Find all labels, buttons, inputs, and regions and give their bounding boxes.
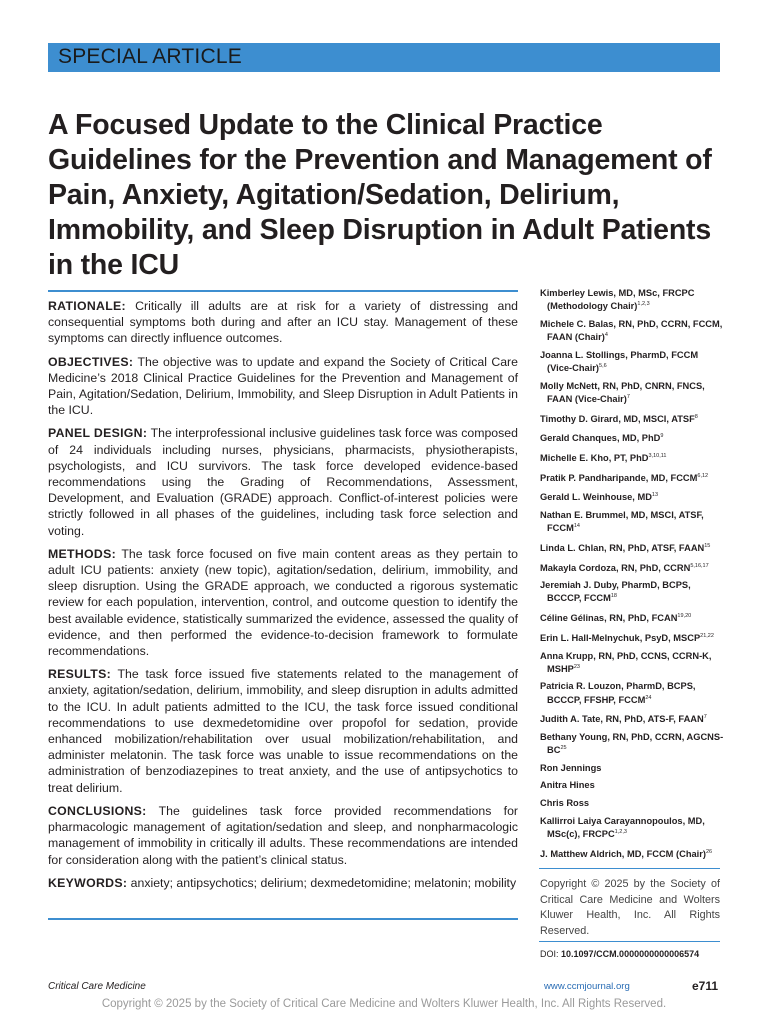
- author-name: Timothy D. Girard, MD, MSCI, ATSF: [540, 413, 695, 424]
- page-number: e711: [692, 979, 719, 993]
- author-name: Judith A. Tate, RN, PhD, ATS-F, FAAN: [540, 714, 704, 725]
- author-affiliation: 7: [626, 393, 630, 400]
- section-label: PANEL DESIGN:: [48, 426, 148, 441]
- section-label: METHODS:: [48, 546, 116, 561]
- abstract-rationale: [48, 298, 518, 347]
- abstract-results: [48, 666, 518, 796]
- sidebar-copyright: Copyright © 2025 by the Society of Critical Care Medicine and Wolters Kluwer Health, Inc. All Rights Reserved.: [540, 878, 720, 937]
- author-affiliation: 24: [645, 694, 652, 701]
- author-affiliation: 8: [694, 413, 698, 420]
- section-label: KEYWORDS:: [48, 875, 128, 890]
- author-entry: [540, 350, 725, 375]
- author-affiliation: 1,2,3: [614, 828, 627, 835]
- author-name: Gerald L. Weinhouse, MD: [540, 492, 652, 503]
- author-name: Jeremiah J. Duby, PharmD, BCPS, BCCCP, FCCM: [540, 580, 691, 604]
- divider-bottom: [48, 918, 518, 920]
- abstract: [48, 298, 518, 898]
- abstract-panel-design: [48, 425, 518, 538]
- author-name: Ron Jennings: [540, 762, 602, 773]
- author-entry: [540, 732, 725, 757]
- author-affiliation: 18: [610, 593, 617, 600]
- abstract-objectives: [48, 354, 518, 419]
- section-label: CONCLUSIONS:: [48, 803, 147, 818]
- author-affiliation: 23: [573, 663, 580, 670]
- author-name: Michele C. Balas, RN, PhD, CCRN, FCCM, FAAN (Chair): [540, 318, 723, 343]
- author-entry: [540, 490, 725, 503]
- author-entry: [540, 611, 725, 624]
- doi-value[interactable]: 10.1097/CCM.0000000000006574: [561, 949, 700, 959]
- section-banner: [48, 43, 720, 72]
- section-text: The interprofessional inclusive guidelines task force was composed of 24 individuals including nurses, physicians, pharmacists, physiotherapists, psychologists, and ICU survivors. The task force developed evidence-based recommendations using the Grading of Recommendations, Assessment, Development, and Evaluation (GRADE) approach. Conflict-of-interest policies were strictly followed in all phases of the guidelines, including task force selection and voting.: [48, 426, 518, 538]
- author-name: Nathan E. Brummel, MD, MSCI, ATSF, FCCM: [540, 510, 704, 534]
- author-entry: [540, 847, 725, 860]
- section-text: anxiety; antipsychotics; delirium; dexmedetomidine; melatonin; mobility: [130, 875, 517, 890]
- author-entry: [540, 471, 725, 484]
- author-affiliation: 7: [703, 714, 707, 721]
- author-affiliation: 4: [604, 332, 608, 339]
- author-name: Molly McNett, RN, PhD, CNRN, FNCS, FAAN (Vice-Chair): [540, 380, 705, 404]
- author-affiliation: 14: [573, 523, 580, 530]
- divider-top: [48, 290, 518, 292]
- section-text: The task force focused on five main content areas as they pertain to adult ICU patients: anxiety (new topic), agitation/sedation, delirium, immobility, and sleep disruption. Using the GRADE approach, we conducted a rigorous systematic review for each population, intervention, control, and outcome question to identify the best available evidence, statistically summarized the evidence, assessed the quality of evidence, and then performed the evidence-to-decision framework to formulate recommendations.: [48, 546, 519, 659]
- journal-website-link[interactable]: www.ccmjournal.org: [544, 981, 630, 992]
- author-entry: [540, 561, 725, 574]
- section-text: Critically ill adults are at risk for a variety of distressing and consequential symptoms both during and after an ICU stay. Management of these symptoms can directly influence outcomes.: [48, 299, 519, 346]
- author-name: Michelle E. Kho, PT, PhD: [540, 453, 649, 464]
- author-entry: [540, 381, 725, 406]
- author-affiliation: 19,20: [677, 613, 692, 620]
- abstract-keywords: [48, 875, 518, 891]
- author-entry: [540, 412, 725, 425]
- author-entry: [540, 451, 725, 464]
- section-label: OBJECTIVES:: [48, 354, 134, 369]
- author-name: Linda L. Chlan, RN, PhD, ATSF, FAAN: [540, 542, 705, 553]
- author-entry: [540, 580, 725, 605]
- author-name: Anitra Hines: [540, 780, 595, 791]
- sidebar-divider: [539, 868, 720, 869]
- author-name: Kallirroi Laiya Carayannopoulos, MD, MSc(c), FRCPC: [540, 815, 705, 839]
- section-text: The objective was to update and expand the Society of Critical Care Medicine’s 2018 Clinical Practice Guidelines for the Prevention and Management of Pain, Agitation/Sedation, Delirium, Immobility, and Sleep Disruption in Adult Patients in the ICU.: [48, 354, 518, 418]
- author-affiliation: 26: [705, 848, 713, 855]
- author-name: Gerald Chanques, MD, PhD: [540, 433, 661, 444]
- abstract-conclusions: [48, 803, 518, 868]
- author-entry: [540, 431, 725, 444]
- author-name: J. Matthew Aldrich, MD, FCCM (Chair): [540, 848, 706, 859]
- section-text: The guidelines task force provided recommendations for pharmacologic management of agitation/sedation and sleep, and nonpharmacologic management of immobility in critically ill adults. These recommendations are intended for consideration along with the patient’s clinical status.: [48, 803, 518, 867]
- author-name: Erin L. Hall-Melnychuk, PsyD, MSCP: [540, 632, 701, 643]
- author-name: Anna Krupp, RN, PhD, CCNS, CCRN-K, MSHP: [540, 650, 712, 674]
- author-entry: [540, 288, 725, 313]
- doi: [540, 949, 699, 959]
- author-entry: [540, 510, 725, 535]
- section-text: The task force issued five statements related to the management of anxiety, agitation/sedation, delirium, immobility, and sleep disruption in adults admitted to the ICU. In adult patients admitted to the ICU, the task force issued conditional recommendations to use dexmedetomidine over propofol for sedation, provide enhanced mobilization/rehabilitation over usual mobilization/rehabilitation, and administer melatonin. The task force was unable to issue recommendations on the administration of benzodiazepines to treat anxiety, and the use of antipsychotics to treat delirium.: [48, 667, 518, 795]
- author-affiliation: 15: [704, 542, 711, 549]
- section-label: RATIONALE:: [48, 299, 126, 313]
- section-label: RESULTS:: [48, 667, 111, 682]
- author-name: Bethany Young, RN, PhD, CCRN, AGCNS-BC: [540, 732, 724, 756]
- author-name: Kimberley Lewis, MD, MSc, FRCPC (Methodology Chair): [540, 288, 695, 312]
- author-name: Chris Ross: [540, 798, 590, 809]
- author-entry: [540, 780, 725, 791]
- author-entry: [540, 631, 725, 644]
- author-entry: [540, 681, 725, 706]
- author-affiliation: 1,2,3: [637, 301, 650, 308]
- author-entry: [540, 798, 725, 809]
- author-name: Patricia R. Louzon, PharmD, BCPS, BCCCP, FFSHP, FCCM: [540, 681, 696, 705]
- author-entry: [540, 651, 725, 676]
- author-affiliation: 21,22: [700, 632, 714, 639]
- doi-label: DOI:: [540, 949, 559, 959]
- section-label: SPECIAL ARTICLE: [58, 45, 242, 68]
- author-affiliation: 13: [651, 492, 659, 499]
- author-affiliation: 6,12: [697, 472, 709, 479]
- author-entry: [540, 763, 725, 774]
- sidebar-divider: [539, 941, 720, 942]
- author-list: [540, 288, 725, 866]
- author-entry: [540, 541, 725, 554]
- author-affiliation: 3,10,11: [648, 452, 667, 459]
- author-name: Pratik P. Pandharipande, MD, FCCM: [540, 472, 698, 483]
- author-entry: [540, 712, 725, 725]
- abstract-methods: [48, 546, 518, 659]
- author-affiliation: 25: [560, 745, 567, 752]
- author-affiliation: 5,6: [599, 362, 607, 369]
- author-name: Céline Gélinas, RN, PhD, FCAN: [540, 613, 678, 624]
- journal-name: Critical Care Medicine: [48, 981, 146, 992]
- article-title: A Focused Update to the Clinical Practice Guidelines for the Prevention and Management of Pain, Anxiety, Agitation/Sedation, Delirium, Immobility, and Sleep Disruption in Adult Patients in the ICU: [48, 109, 712, 281]
- author-affiliation: 5,16,17: [690, 562, 709, 569]
- author-name: Joanna L. Stollings, PharmD, FCCM (Vice-Chair): [540, 349, 699, 374]
- author-entry: [540, 319, 725, 344]
- footer-copyright: Copyright © 2025 by the Society of Critical Care Medicine and Wolters Kluwer Health, Inc. All Rights Reserved.: [101, 998, 667, 1010]
- author-affiliation: 9: [660, 433, 664, 440]
- author-entry: [540, 816, 725, 841]
- author-name: Makayla Cordoza, RN, PhD, CCRN: [540, 562, 691, 573]
